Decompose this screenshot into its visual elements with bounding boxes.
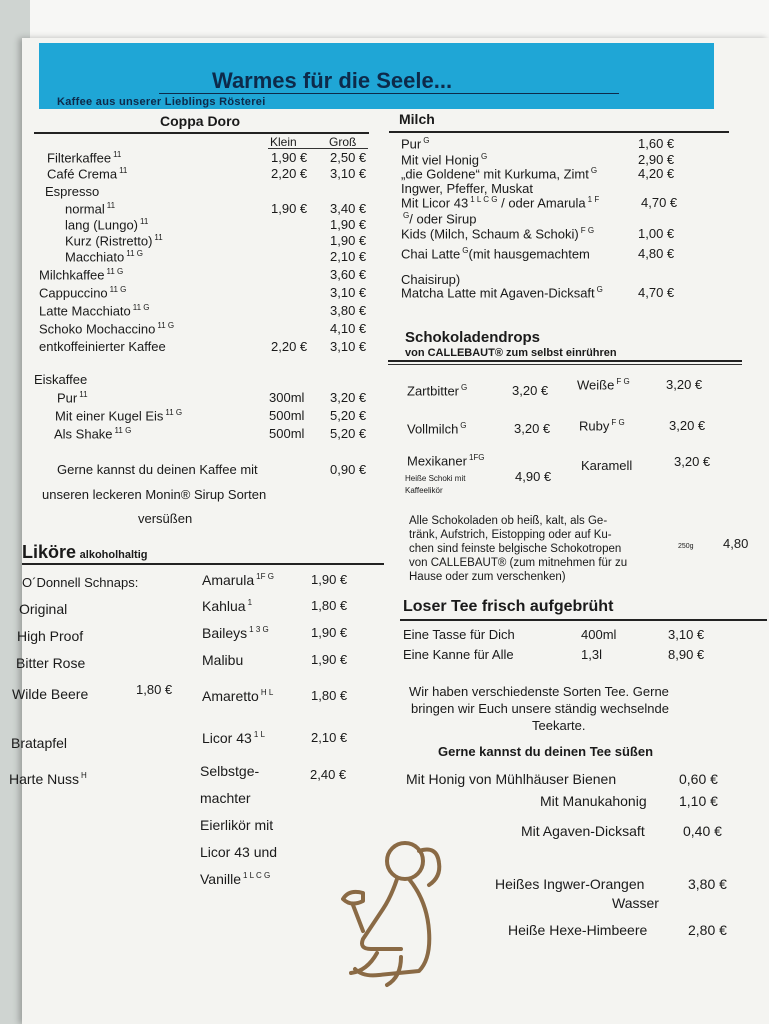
milk-item-price: 1,60 € [638, 136, 675, 151]
coffee-heading: Coppa Doro [160, 113, 241, 129]
iced-item-name: Als Shake $^{11 G}$ [54, 426, 132, 442]
iced-item-name: Pur $^{11}$ [57, 390, 88, 406]
tea-heading: Loser Tee frisch aufgebrüht [403, 598, 614, 615]
allergen-sup: 11 [79, 390, 88, 399]
iced-item-price: 3,20 € [330, 390, 367, 405]
milk-item-name: „die Goldene“ mit Kurkuma, Zimt $^G$ [401, 166, 598, 182]
special-name: Heiße Hexe-Himbeere [508, 922, 648, 938]
liqueur-name: Licor 43 $^{1 L}$ [202, 730, 265, 746]
liqueur-name: Original [19, 601, 68, 617]
col-large-label: Groß [329, 135, 357, 149]
col-small-label: Klein [270, 135, 297, 149]
liqueur-price: 1,80 € [311, 598, 348, 613]
allergen-sup: 1FG [468, 453, 485, 462]
allergen-sup: 1 L C G [243, 871, 271, 881]
allergen-sup: F G [580, 226, 595, 235]
tea-item-name: Eine Kanne für Alle [403, 647, 514, 662]
eggnog-line: Vanille $^{1 L C G}$ [200, 871, 271, 887]
iced-item-size: 300ml [269, 390, 305, 405]
allergen-sup: G [423, 136, 430, 145]
allergen-sup: G [462, 246, 469, 255]
coffee-item-large-price: 2,50 € [330, 150, 367, 165]
milk-item-name-2: $^G$/ oder Sirup [403, 211, 477, 227]
choco-info-line: von CALLEBAUT® (zum mitnehmen für zu [409, 557, 628, 569]
choco-item-name: Ruby $^{F G}$ [579, 418, 625, 434]
choco-info-line: chen sind feinste belgische Schokotropen [409, 543, 622, 555]
coffee-item-small-price: 1,90 € [271, 201, 308, 216]
page-title: Warmes für die Seele... [212, 68, 453, 93]
syrup-line-3: versüßen [138, 511, 193, 526]
coffee-item-name: entkoffeinierter Kaffee [39, 339, 166, 354]
liqueur-price: 1,90 € [311, 572, 348, 587]
coffee-item-large-price: 3,10 € [330, 285, 367, 300]
iced-heading: Eiskaffee [34, 372, 88, 387]
allergen-sup: 1 F [587, 195, 600, 204]
choco-subheading: von CALLEBAUT® zum selbst einrühren [405, 347, 617, 359]
sweetener-name: Mit Honig von Mühlhäuser Bienen [406, 771, 617, 787]
allergen-sup: 1 L [253, 730, 265, 740]
milk-item-name: Kids (Milch, Schaum & Schoki) $^{F G}$ [401, 226, 595, 242]
coffee-item-small-price: 1,90 € [271, 150, 308, 165]
allergen-sup: G [461, 383, 468, 392]
eggnog-line: Eierlikör mit [200, 817, 274, 833]
liqueur-name: Kahlua $^1$ [202, 598, 253, 614]
liqueur-price: 1,80 € [136, 682, 173, 697]
sweetener-price: 0,40 € [683, 823, 722, 839]
liqueur-name: Bratapfel [11, 735, 68, 751]
allergen-sup: 11 [106, 201, 116, 210]
schnaps-label: O´Donnell Schnaps: [22, 575, 139, 590]
liqueurs-heading: Liköre alkoholhaltig [22, 542, 148, 562]
choco-item-price: 3,20 € [669, 418, 706, 433]
tea-sweet-heading: Gerne kannst du deinen Tee süßen [438, 744, 654, 759]
coffee-item-name: lang (Lungo) $^{11}$ [65, 217, 149, 233]
special-name-2: Wasser [612, 895, 659, 911]
special-price: 2,80 € [688, 922, 727, 938]
girl-with-icecream-illustration [327, 833, 452, 995]
liqueur-name: Wilde Beere [12, 686, 89, 702]
choco-pack-price: 4,80 [723, 536, 749, 551]
menu-page [9, 38, 769, 1024]
allergen-sup: 11 [119, 166, 128, 175]
allergen-sup: 11 G [157, 321, 175, 330]
allergen-sup: 11 G [109, 285, 127, 294]
allergen-sup: 11 G [132, 303, 150, 312]
coffee-item-large-price: 3,80 € [330, 303, 367, 318]
allergen-sup: 1F G [256, 572, 274, 582]
tea-item-name: Eine Tasse für Dich [403, 627, 515, 642]
tea-item-size: 1,3l [581, 647, 602, 662]
coffee-item-large-price: 3,40 € [330, 201, 367, 216]
choco-info-line: tränk, Aufstrich, Eistopping oder auf Ku- [409, 529, 612, 541]
choco-item-name: Vollmilch $^G$ [407, 421, 467, 437]
allergen-sup: G [403, 211, 410, 220]
tea-item-price: 8,90 € [668, 647, 705, 662]
coffee-item-large-price: 2,10 € [330, 249, 367, 264]
mexikaner-note: Heiße Schoki mit [405, 474, 466, 483]
coffee-item-large-price: 3,10 € [330, 339, 367, 354]
milk-item-name: Matcha Latte mit Agaven-Dicksaft $^G$ [401, 285, 603, 301]
allergen-sup: F G [611, 418, 625, 427]
allergen-sup: G [460, 421, 467, 430]
eggnog-line: machter [200, 790, 251, 806]
liqueur-price: 1,90 € [311, 625, 348, 640]
allergen-sup: H [81, 771, 87, 781]
coffee-item-name: Filterkaffee $^{11}$ [47, 150, 122, 166]
choco-pack-size: 250g [678, 543, 694, 550]
coffee-item-name: Macchiato $^{11 G}$ [65, 249, 143, 265]
milk-item-name: Mit Licor 43 $^{1 L C G}$ / oder Amarula $^{1 F}$ [401, 195, 600, 211]
choco-item-price: 4,90 € [515, 469, 552, 484]
tea-item-price: 3,10 € [668, 627, 705, 642]
allergen-sup: 1 [247, 598, 253, 608]
sweetener-name: Mit Agaven-Dicksaft [521, 823, 645, 839]
allergen-sup: G [481, 152, 488, 161]
choco-item-name: Mexikaner $^{1FG}$ [407, 453, 485, 469]
coffee-item-small-price: 2,20 € [271, 166, 308, 181]
syrup-line-2: unseren leckeren Monin® Sirup Sorten [42, 487, 267, 502]
coffee-item-name: Latte Macchiato $^{11 G}$ [39, 303, 150, 319]
milk-heading: Milch [399, 111, 435, 127]
eggnog-line: Selbstge- [200, 763, 260, 779]
liqueur-name: Baileys $^{1 3 G}$ [202, 625, 269, 641]
choco-info-line: Hause oder zum verschenken) [409, 571, 566, 583]
liqueur-name: Amaretto $^{H L}$ [202, 688, 274, 704]
liqueur-name: Harte Nuss $^H$ [9, 771, 87, 787]
milk-item-price: 4,70 € [641, 195, 678, 210]
liqueur-name: Amarula $^{1F G}$ [202, 572, 274, 588]
milk-item-name: Mit viel Honig $^G$ [401, 152, 488, 168]
coffee-item-name: Espresso [45, 184, 100, 199]
coffee-item-large-price: 1,90 € [330, 217, 367, 232]
coffee-item-large-price: 3,10 € [330, 166, 367, 181]
choco-item-name: Weiße $^{F G}$ [577, 377, 630, 393]
allergen-sup: H L [260, 688, 274, 698]
tea-note-line: Wir haben verschiedenste Sorten Tee. Gerne [409, 684, 669, 699]
liqueur-name: High Proof [17, 628, 84, 644]
allergen-sup: 11 [140, 217, 149, 226]
milk-item-price: 1,00 € [638, 226, 675, 241]
tea-note-line: bringen wir Euch unsere ständig wechselnde [411, 701, 669, 716]
milk-item-name: Pur $^G$ [401, 136, 430, 152]
milk-item-name-2: Ingwer, Pfeffer, Muskat [401, 181, 533, 196]
liqueur-price: 1,80 € [311, 688, 348, 703]
allergen-sup: 11 G [126, 249, 143, 258]
choco-item-name: Karamell [581, 458, 633, 473]
tea-item-size: 400ml [581, 627, 617, 642]
page-subtitle: Kaffee aus unserer Lieblings Rösterei [57, 96, 266, 108]
special-price: 3,80 € [688, 876, 727, 892]
milk-item-price: 4,70 € [638, 285, 675, 300]
coffee-item-large-price: 3,60 € [330, 267, 367, 282]
sweetener-price: 1,10 € [679, 793, 718, 809]
coffee-item-name: normal $^{11}$ [65, 201, 116, 217]
sweetener-price: 0,60 € [679, 771, 718, 787]
allergen-sup: G [596, 285, 603, 294]
coffee-item-name: Schoko Mochaccino $^{11 G}$ [39, 321, 175, 337]
allergen-sup: 1 L C G [470, 195, 498, 204]
choco-item-price: 3,20 € [666, 377, 703, 392]
milk-item-price: 2,90 € [638, 152, 675, 167]
iced-item-size: 500ml [269, 408, 305, 423]
liqueur-name: Malibu [202, 652, 244, 668]
back-page [30, 0, 769, 43]
special-name: Heißes Ingwer-Orangen [495, 876, 645, 892]
coffee-item-name: Kurz (Ristretto) $^{11}$ [65, 233, 163, 249]
eggnog-line: Licor 43 und [200, 844, 278, 860]
choco-item-price: 3,20 € [674, 454, 711, 469]
iced-item-name: Mit einer Kugel Eis $^{11 G}$ [55, 408, 183, 424]
allergen-sup: 11 G [165, 408, 183, 417]
syrup-line-1: Gerne kannst du deinen Kaffee mit [57, 462, 258, 477]
coffee-item-large-price: 1,90 € [330, 233, 367, 248]
allergen-sup: 1 3 G [249, 625, 269, 635]
allergen-sup: F G [616, 377, 630, 386]
choco-item-price: 3,20 € [512, 383, 549, 398]
liqueur-name: Bitter Rose [16, 655, 86, 671]
choco-info-line: Alle Schokoladen ob heiß, kalt, als Ge- [409, 515, 608, 527]
coffee-item-large-price: 4,10 € [330, 321, 367, 336]
choco-item-price: 3,20 € [514, 421, 551, 436]
liqueur-price: 2,10 € [311, 730, 348, 745]
syrup-price: 0,90 € [330, 462, 367, 477]
allergen-sup: 11 G [114, 426, 132, 435]
milk-item-name-2: Chaisirup) [401, 272, 461, 287]
eggnog-price: 2,40 € [310, 767, 347, 782]
allergen-sup: 11 [154, 233, 163, 242]
choco-item-name: Zartbitter $^G$ [407, 383, 468, 399]
sweetener-name: Mit Manukahonig [540, 793, 647, 809]
tea-note-line: Teekarte. [532, 718, 586, 733]
header-banner [39, 43, 714, 109]
iced-item-price: 5,20 € [330, 408, 367, 423]
coffee-item-name: Cappuccino $^{11 G}$ [39, 285, 127, 301]
allergen-sup: 11 G [106, 267, 124, 276]
coffee-item-name: Milchkaffee $^{11 G}$ [39, 267, 124, 283]
liqueur-price: 1,90 € [311, 652, 348, 667]
iced-item-size: 500ml [269, 426, 305, 441]
choco-heading: Schokoladendrops [405, 329, 541, 346]
mexikaner-note-2: Kaffeelikör [405, 486, 443, 495]
allergen-sup: 11 [113, 150, 122, 159]
allergen-sup: G [590, 166, 598, 175]
coffee-item-name: Café Crema $^{11}$ [47, 166, 128, 182]
coffee-item-small-price: 2,20 € [271, 339, 308, 354]
iced-item-price: 5,20 € [330, 426, 367, 441]
milk-item-price: 4,20 € [638, 166, 675, 181]
milk-item-price: 4,80 € [638, 246, 675, 261]
milk-item-name: Chai Latte $^G$(mit hausgemachtem [401, 246, 590, 262]
